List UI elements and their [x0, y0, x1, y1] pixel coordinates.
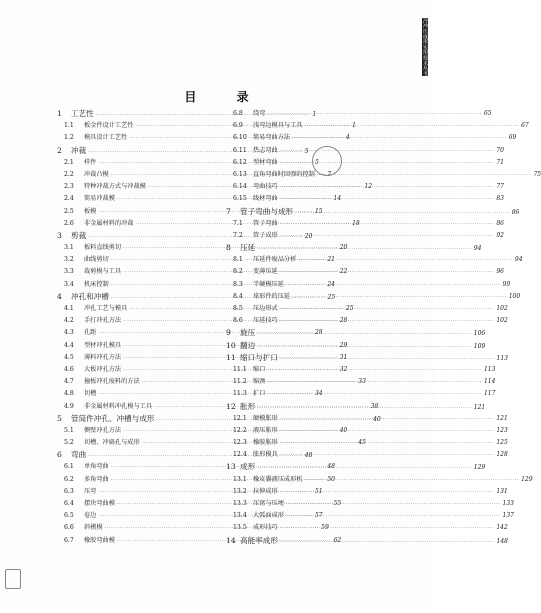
- toc-leader-dots: [292, 135, 507, 141]
- toc-entry-page: 5: [314, 158, 319, 166]
- toc-entry-title: 冲孔和冲槽: [71, 291, 109, 301]
- toc-entry-title: 非金属材料冲孔模与工具: [84, 402, 153, 410]
- toc-entry-page: 125: [496, 439, 508, 447]
- toc-entry-number: 2.2: [64, 170, 74, 178]
- toc-leader-dots: [280, 221, 495, 227]
- toc-entry-number: 3.2: [64, 256, 74, 264]
- toc-entry-title: 液压胀形: [253, 426, 278, 434]
- toc-entry-title: 侧壁冲孔方法: [84, 426, 122, 434]
- toc-entry-number: 4: [57, 291, 62, 301]
- toc-entry-number: 6.9: [233, 122, 243, 130]
- toc-entry-title: 孔距: [84, 329, 97, 337]
- toc-entry-title: 热志弯曲: [253, 146, 278, 154]
- toc-entry-title: 卷边: [84, 512, 97, 520]
- toc-leader-dots: [292, 294, 507, 300]
- toc-entry: [226, 145, 504, 157]
- toc-entry-page: 34: [314, 390, 323, 398]
- toc-entry-page: 121: [473, 403, 486, 411]
- toc-entry-page: 51: [314, 487, 323, 495]
- toc-entry: [226, 376, 496, 388]
- toc-entry: [226, 108, 492, 120]
- toc-entry-page: 102: [496, 317, 508, 325]
- toc-entry: [226, 340, 486, 352]
- toc-leader-dots: [280, 318, 495, 324]
- toc-entry-title: 缩颈: [253, 378, 266, 386]
- toc-entry-page: 4: [345, 134, 350, 142]
- toc-entry-number: 3.1: [64, 244, 74, 252]
- toc-entry: [226, 535, 508, 547]
- toc-entry-page: 113: [496, 354, 508, 362]
- toc-entry-number: 6.1: [64, 463, 74, 471]
- toc-entry-number: 4.5: [64, 353, 74, 361]
- toc-entry: [226, 474, 533, 486]
- toc-entry-page: 57: [314, 512, 323, 520]
- toc-entry-title: 薄料冲孔方法: [84, 353, 122, 361]
- toc-leader-dots: [286, 501, 501, 507]
- toc-entry-number: 5.2: [64, 439, 74, 447]
- toc-entry-title: 管子弯曲: [253, 219, 278, 227]
- toc-entry-number: 6.2: [64, 475, 74, 483]
- toc-entry: [226, 352, 508, 364]
- toc-entry-number: 8.3: [233, 280, 243, 288]
- toc-leader-dots: [280, 525, 495, 531]
- toc-entry-title: 压窝与压埂: [253, 500, 284, 507]
- toc-entry-number: 4.4: [64, 341, 74, 349]
- toc-entry-number: 8.2: [233, 268, 243, 276]
- toc-leader-dots: [286, 513, 501, 519]
- toc-entry-number: 11.2: [233, 378, 247, 386]
- toc-entry-page: 12: [364, 183, 373, 191]
- toc-entry-title: 型材弯曲: [253, 158, 278, 166]
- toc-entry-number: 13.1: [233, 475, 247, 483]
- toc-entry-page: 45: [358, 439, 366, 447]
- toc-entry-title: 样件: [84, 158, 97, 166]
- toc-leader-dots: [280, 428, 495, 434]
- toc-leader-dots: [257, 465, 472, 471]
- toc-leader-dots: [280, 306, 495, 312]
- toc-entry-title: 压边形式: [253, 305, 278, 312]
- toc-entry-title: 弯曲: [71, 450, 87, 460]
- toc-entry-title: 成形技巧: [253, 524, 278, 532]
- toc-entry-page: 1: [312, 111, 317, 118]
- toc-entry-number: 6.5: [64, 512, 74, 520]
- toc-entry: [226, 120, 529, 132]
- toc-entry-title: 管筒件冲孔、冲槽与成形: [71, 413, 155, 423]
- toc-entry-number: 13.3: [233, 500, 247, 507]
- toc-entry-page: 94: [514, 256, 523, 264]
- toc-entry-page: 148: [496, 537, 508, 545]
- toc-entry: [226, 206, 520, 218]
- toc-entry-page: 18: [352, 219, 360, 227]
- toc-entry-number: 4.6: [64, 365, 74, 373]
- toc-entry-page: 83: [496, 195, 504, 203]
- toc-leader-dots: [280, 196, 495, 202]
- toc-entry-title: 压延件废品分析: [253, 256, 297, 264]
- toc-entry-title: 曲线剪切: [84, 256, 109, 264]
- toc-entry-title: 多角弯曲: [84, 475, 109, 483]
- toc-entry-number: 2.3: [64, 183, 74, 191]
- toc-entry-title: 橡胶弯曲模: [84, 536, 115, 544]
- toc-entry-title: 压延: [240, 243, 256, 253]
- toc-entry-page: 1: [352, 122, 356, 130]
- toc-entry-title: 旋压: [240, 328, 256, 338]
- toc-entry-number: 12: [226, 401, 236, 411]
- toc-entry-page: 94: [473, 245, 482, 253]
- toc-entry-title: 切槽、冲扁孔与成形: [84, 439, 140, 447]
- toc-entry-number: 1: [57, 109, 62, 118]
- toc-entry-page: 14: [333, 195, 342, 203]
- toc-entry: [226, 193, 504, 205]
- toc-entry-title: 非金属材料的冲裁: [84, 219, 134, 227]
- toc-entry-title: 变薄压延: [253, 268, 278, 276]
- toc-entry-page: 92: [496, 231, 504, 239]
- toc-entry-number: 9: [226, 328, 231, 338]
- toc-entry-number: 5.1: [64, 426, 74, 434]
- toc-entry-number: 6.7: [64, 536, 74, 544]
- toc-leader-dots: [305, 123, 520, 129]
- toc-entry-page: 62: [333, 536, 342, 544]
- toc-entry-page: 117: [483, 390, 496, 398]
- toc-entry-title: 摆块弯曲模: [84, 500, 115, 507]
- toc-entry-number: 2: [57, 145, 62, 155]
- toc-entry: [226, 157, 504, 169]
- toc-entry-page: 86: [496, 219, 504, 227]
- toc-entry-number: 11: [226, 352, 236, 362]
- toc-entry-page: 114: [483, 378, 496, 386]
- toc-entry: [226, 315, 508, 327]
- toc-entry-title: 简易冲裁模: [84, 195, 115, 203]
- toc-entry-title: 大板冲孔方法: [84, 365, 122, 373]
- toc-entry-number: 6.8: [233, 110, 243, 117]
- toc-entry-title: 机床控制: [84, 280, 109, 288]
- toc-entry-page: 21: [327, 256, 335, 264]
- toc-entry-number: 7.1: [233, 219, 243, 227]
- toc-entry-page: 121: [496, 414, 508, 422]
- toc-entry-page: 71: [496, 158, 504, 166]
- toc-entry-page: 86: [511, 208, 520, 216]
- toc-entry-title: 工艺性: [71, 109, 94, 118]
- toc-entry-page: 109: [473, 342, 486, 350]
- toc-entry-page: 137: [502, 512, 514, 520]
- toc-entry-page: 20: [304, 232, 313, 240]
- toc-entry-page: 69: [508, 134, 517, 142]
- toc-entry-number: 4.1: [64, 305, 74, 312]
- toc-entry-page: 77: [496, 183, 504, 191]
- toc-entry-number: 6.13: [233, 170, 247, 178]
- toc-leader-dots: [257, 341, 472, 350]
- toc-entry-title: 橡胶胀形: [253, 439, 278, 447]
- toc-entry-number: 11.3: [233, 390, 247, 398]
- toc-entry-page: 70: [496, 146, 504, 154]
- toc-entry-title: 缩口: [253, 365, 266, 373]
- toc-entry: [226, 218, 504, 230]
- toc-entry-page: 22: [339, 268, 348, 276]
- toc-entry-page: 38: [370, 402, 379, 410]
- toc-entry-number: 1.2: [64, 134, 74, 142]
- toc-entry-number: 6.15: [233, 195, 247, 203]
- toc-entry-title: 压延技巧: [253, 317, 278, 325]
- toc-leader-dots: [280, 148, 495, 154]
- toc-entry-page: 99: [502, 280, 511, 288]
- toc-leader-dots: [280, 452, 495, 458]
- toc-entry-title: 胀形模具: [253, 451, 278, 459]
- toc-entry-number: 6.4: [64, 500, 74, 507]
- toc-entry-number: 13.4: [233, 512, 247, 520]
- toc-entry: [226, 132, 517, 144]
- toc-entry: [226, 437, 508, 449]
- toc-entry-title: 冲孔工艺与模具: [84, 305, 128, 312]
- toc-entry-number: 8.5: [233, 305, 243, 312]
- page-title: 目 录: [184, 90, 267, 104]
- toc-leader-dots: [295, 207, 510, 216]
- toc-entry-page: 55: [333, 500, 342, 507]
- toc-entry-title: 特种冲裁方式与冲裁模: [84, 183, 146, 191]
- toc-entry: [226, 303, 508, 315]
- toc-leader-dots: [280, 536, 495, 545]
- toc-entry-page: 28: [314, 329, 323, 337]
- toc-entry: [226, 254, 523, 266]
- toc-entry-title: 管子弯曲与成形: [240, 206, 294, 216]
- toc-entry-page: 33: [358, 378, 366, 386]
- toc-entry-page: 24: [327, 280, 335, 288]
- toc-leader-dots: [280, 184, 495, 190]
- toc-entry: [226, 461, 486, 473]
- toc-entry-number: 4.2: [64, 317, 74, 325]
- toc-entry-title: 板模: [84, 207, 97, 215]
- toc-entry-title: 裁剪模与工具: [84, 268, 122, 276]
- toc-entry: [226, 522, 508, 534]
- toc-leader-dots: [267, 111, 482, 117]
- toc-leader-dots: [257, 402, 472, 411]
- toc-entry-page: 48: [304, 452, 313, 460]
- toc-entry-title: 板料直线剪切: [84, 244, 122, 252]
- toc-entry-number: 3: [57, 230, 62, 240]
- toc-entry: [226, 279, 511, 291]
- toc-leader-dots: [286, 282, 501, 288]
- toc-entry-page: 133: [502, 500, 514, 507]
- toc-entry-number: 4.9: [64, 402, 74, 410]
- toc-entry-number: 12.2: [233, 426, 247, 434]
- toc-entry-page: 131: [496, 487, 508, 495]
- toc-entry: [226, 449, 508, 461]
- toc-entry-number: 12.3: [233, 439, 247, 447]
- toc-entry-number: 6.3: [64, 487, 74, 495]
- toc-entry-number: 6.6: [64, 524, 74, 532]
- toc-entry-title: 翻边: [240, 340, 256, 350]
- toc-entry: [226, 364, 496, 376]
- toc-entry-page: 59: [321, 524, 329, 532]
- toc-entry-number: 1.1: [64, 122, 74, 130]
- toc-entry-number: 2.1: [64, 158, 74, 166]
- toc-entry-number: 8: [226, 243, 231, 253]
- toc-entry-title: 冲裁: [71, 145, 87, 155]
- toc-entry: [226, 291, 521, 303]
- toc-entry-page: 40: [373, 415, 381, 423]
- toc-leader-dots: [257, 246, 472, 252]
- toc-entry-title: 橡皮囊液压成形机: [253, 475, 303, 483]
- toc-entry-page: 113: [483, 365, 496, 373]
- toc-entry-page: 5: [304, 147, 309, 155]
- toc-entry-title: 管子成形: [253, 231, 278, 239]
- toc-entry: [226, 181, 504, 193]
- toc-entry: [226, 413, 508, 425]
- toc-entry-number: 12.4: [233, 451, 247, 459]
- toc-entry-page: 65: [483, 110, 492, 117]
- toc-entry-title: 大弧面成形: [253, 512, 284, 520]
- toc-entry-page: 129: [473, 464, 486, 472]
- toc-entry-number: 3.3: [64, 268, 74, 276]
- toc-entry-page: 32: [339, 365, 348, 373]
- toc-entry-title: 高能率成形: [240, 535, 278, 545]
- toc-entry-title: 硬模胀形: [253, 414, 278, 422]
- toc-entry-number: 13.2: [233, 487, 247, 495]
- toc-entry-title: 单角弯曲: [84, 463, 109, 471]
- toc-entry-number: 6: [57, 450, 62, 460]
- toc-entry-page: 25: [327, 293, 336, 301]
- toc-entry-title: 压弯: [84, 487, 97, 495]
- toc-entry-page: 31: [339, 353, 348, 361]
- toc-leader-dots: [305, 477, 520, 483]
- toc-entry-number: 6.11: [233, 146, 247, 154]
- toc-entry-page: 100: [508, 292, 521, 300]
- toc-entry-title: 板金件设计工艺性: [84, 122, 134, 130]
- toc-entry-title: 成形: [240, 462, 256, 472]
- toc-entry-number: 6.10: [233, 134, 247, 142]
- toc-entry-page: 40: [339, 426, 348, 434]
- toc-entry-page: 67: [521, 122, 529, 130]
- toc-leader-dots: [280, 269, 495, 275]
- toc-entry-number: 13: [226, 462, 236, 472]
- toc-entry-page: 128: [496, 451, 508, 459]
- toc-entry-title: 线材弯曲: [253, 195, 278, 203]
- toc-entry-page: 48: [327, 463, 335, 471]
- toc-entry-title: 弯曲技巧: [253, 183, 278, 191]
- toc-entry-number: 2.6: [64, 219, 74, 227]
- toc-entry-title: 扩口: [253, 390, 266, 398]
- toc-entry-page: 20: [339, 244, 348, 252]
- toc-entry-number: 8.1: [233, 256, 243, 264]
- toc-entry: [226, 169, 541, 181]
- toc-entry-title: 手打冲孔方法: [84, 317, 122, 325]
- toc-entry-page: 129: [521, 475, 533, 483]
- toc-entry: [226, 425, 508, 437]
- toc-entry: [226, 498, 514, 510]
- toc-entry-number: 4.8: [64, 390, 74, 398]
- toc-entry-page: 28: [339, 317, 348, 325]
- toc-entry-number: 14: [226, 535, 236, 545]
- toc-entry-number: 12.1: [233, 414, 247, 422]
- toc-entry-title: 缩口与扩口: [240, 352, 278, 362]
- toc-entry-page: 15: [314, 207, 323, 215]
- toc-entry-number: 8.6: [233, 317, 243, 325]
- toc-leader-dots: [280, 353, 495, 362]
- toc-entry-number: 11.1: [233, 365, 247, 373]
- toc-entry-title: 浅弯边模具与工具: [253, 122, 303, 130]
- toc-entry: [226, 242, 482, 254]
- toc-entry-number: 4.7: [64, 378, 74, 386]
- toc-entry: [226, 510, 514, 522]
- toc-entry: [226, 327, 486, 339]
- toc-entry-title: 型材冲孔模具: [84, 341, 122, 349]
- toc-entry-title: 撞板冲孔废料的方法: [84, 378, 140, 386]
- toc-entry-title: 简易弯曲方法: [253, 134, 291, 142]
- toc-entry-title: 斜楔模: [84, 524, 103, 532]
- toc-entry-page: 102: [496, 305, 508, 312]
- toc-entry-number: 2.5: [64, 207, 74, 215]
- circle-stamp-mark: [312, 146, 342, 176]
- toc-entry-page: 123: [496, 426, 508, 434]
- toc-entry-page: 96: [496, 268, 504, 276]
- toc-entry-page: 142: [496, 524, 508, 532]
- toc-leader-dots: [267, 367, 482, 373]
- toc-leader-dots: [280, 416, 495, 422]
- toc-entry-title: 切槽: [84, 390, 97, 398]
- toc-right-column: [226, 108, 541, 547]
- toc-leader-dots: [280, 233, 495, 239]
- toc-entry-page: 7: [327, 170, 332, 178]
- toc-entry-title: 模具设计工艺性: [84, 134, 128, 142]
- toc-entry-page: 50: [327, 475, 335, 483]
- spine-text: 冷冲压成形实用技术丛书: [422, 18, 428, 77]
- toc-leader-dots: [298, 257, 513, 263]
- toc-entry: [226, 388, 496, 400]
- toc-leader-dots: [257, 331, 472, 337]
- toc-entry-number: 5: [57, 413, 62, 423]
- library-seal-icon: [5, 569, 21, 589]
- toc-entry-page: 29: [339, 341, 348, 349]
- toc-entry-title: 冲裁凸模: [84, 170, 109, 178]
- toc-entry-page: 25: [345, 305, 354, 312]
- toc-entry-number: 4.3: [64, 329, 74, 337]
- toc-entry-number: 2.4: [64, 195, 74, 203]
- toc-leader-dots: [317, 172, 532, 178]
- toc-entry: [226, 266, 504, 278]
- toc-entry-title: 拉伸成形: [253, 487, 278, 495]
- toc-entry-number: 8.4: [233, 292, 243, 300]
- toc-leader-dots: [280, 440, 495, 446]
- toc-entry: [226, 401, 486, 413]
- toc-entry-number: 7.2: [233, 231, 243, 239]
- toc-entry-page: 75: [533, 170, 541, 178]
- toc-entry-title: 剪裁: [71, 230, 87, 240]
- toc-entry-number: 10: [226, 340, 236, 350]
- toc-leader-dots: [280, 489, 495, 495]
- toc-entry-number: 6.12: [233, 158, 247, 166]
- toc-entry-number: 3.4: [64, 280, 74, 288]
- toc-entry-number: 6.14: [233, 183, 247, 191]
- toc-entry-number: 13.5: [233, 524, 247, 532]
- toc-entry-title: 绕弯: [253, 110, 266, 117]
- toc-entry: [226, 230, 504, 242]
- toc-entry: [226, 486, 508, 498]
- toc-entry-title: 直角弯曲时回弹的控制: [253, 170, 315, 178]
- toc-entry-title: 半硬模压延: [253, 280, 284, 288]
- toc-entry-title: 球形件的压延: [253, 292, 291, 300]
- toc-entry-number: 7: [226, 206, 231, 216]
- toc-leader-dots: [267, 391, 482, 397]
- toc-entry-title: 胀形: [240, 401, 256, 411]
- toc-entry-page: 106: [473, 330, 486, 338]
- toc-leader-dots: [267, 379, 482, 385]
